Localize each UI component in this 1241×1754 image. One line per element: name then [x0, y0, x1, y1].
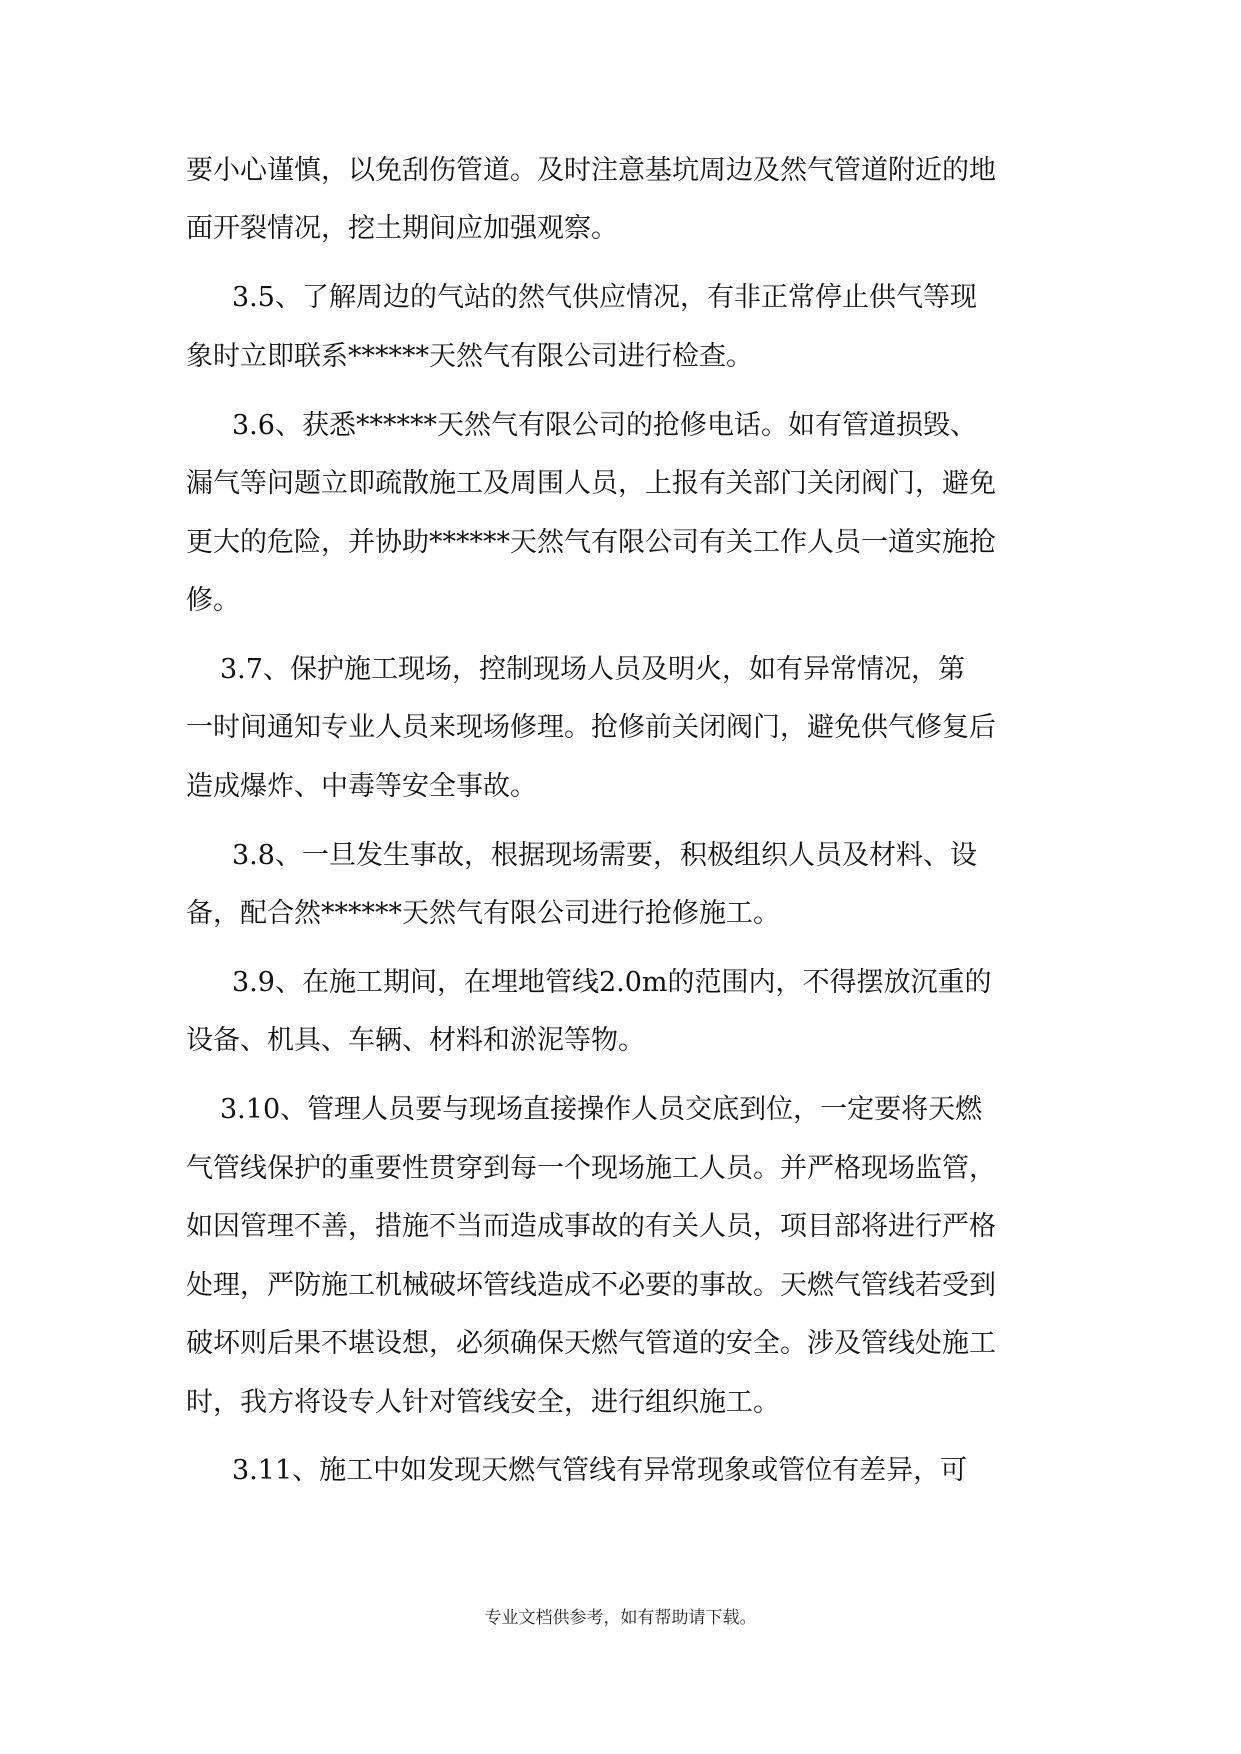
text-line: 备，配合然******天然气有限公司进行抢修施工。	[186, 898, 780, 929]
text-line: 处理，严防施工机械破坏管线造成不必要的事故。天燃气管线若受到	[186, 1270, 996, 1301]
text-line: 一时间通知专业人员来现场修理。抢修前关闭阀门，避免供气修复后	[186, 712, 996, 743]
text-line: 时，我方将设专人针对管线安全，进行组织施工。	[186, 1387, 780, 1418]
text-line: 修。	[186, 585, 240, 616]
text-line: 3.5、了解周边的气站的然气供应情况，有非正常停止供气等现	[232, 282, 977, 313]
text-line: 破坏则后果不堪设想，必须确保天燃气管道的安全。涉及管线处施工	[186, 1328, 996, 1359]
text-line: 设备、机具、车辆、材料和淤泥等物。	[186, 1025, 645, 1056]
text-line: 3.11、施工中如发现天燃气管线有异常现象或管位有差异，可	[232, 1455, 968, 1486]
text-line: 漏气等问题立即疏散施工及周围人员，上报有关部门关闭阀门，避免	[186, 468, 996, 499]
text-line: 要小心谨慎，以免刮伤管道。及时注意基坑周边及然气管道附近的地	[186, 155, 996, 186]
text-line: 更大的危险，并协助******天然气有限公司有关工作人员一道实施抢	[186, 527, 996, 558]
text-line: 3.6、获悉******天然气有限公司的抢修电话。如有管道损毁、	[232, 410, 977, 441]
text-line: 3.7、保护施工现场，控制现场人员及明火，如有异常情况，第	[220, 654, 965, 685]
text-line: 面开裂情况，挖土期间应加强观察。	[186, 213, 618, 244]
text-line: 如因管理不善，措施不当而造成事故的有关人员，项目部将进行严格	[186, 1211, 996, 1242]
page-footer: 专业文档供参考，如有帮助请下载。	[484, 1608, 757, 1628]
text-line: 3.8、一旦发生事故，根据现场需要，积极组织人员及材料、设	[232, 840, 977, 871]
text-line: 3.9、在施工期间，在埋地管线2.0m的范围内，不得摆放沉重的	[232, 967, 992, 998]
text-line: 造成爆炸、中毒等安全事故。	[186, 771, 537, 802]
text-line: 象时立即联系******天然气有限公司进行检查。	[186, 341, 753, 372]
text-line: 3.10、管理人员要与现场直接操作人员交底到位，一定要将天燃	[220, 1094, 983, 1125]
text-line: 气管线保护的重要性贯穿到每一个现场施工人员。并严格现场监管，	[186, 1153, 996, 1184]
